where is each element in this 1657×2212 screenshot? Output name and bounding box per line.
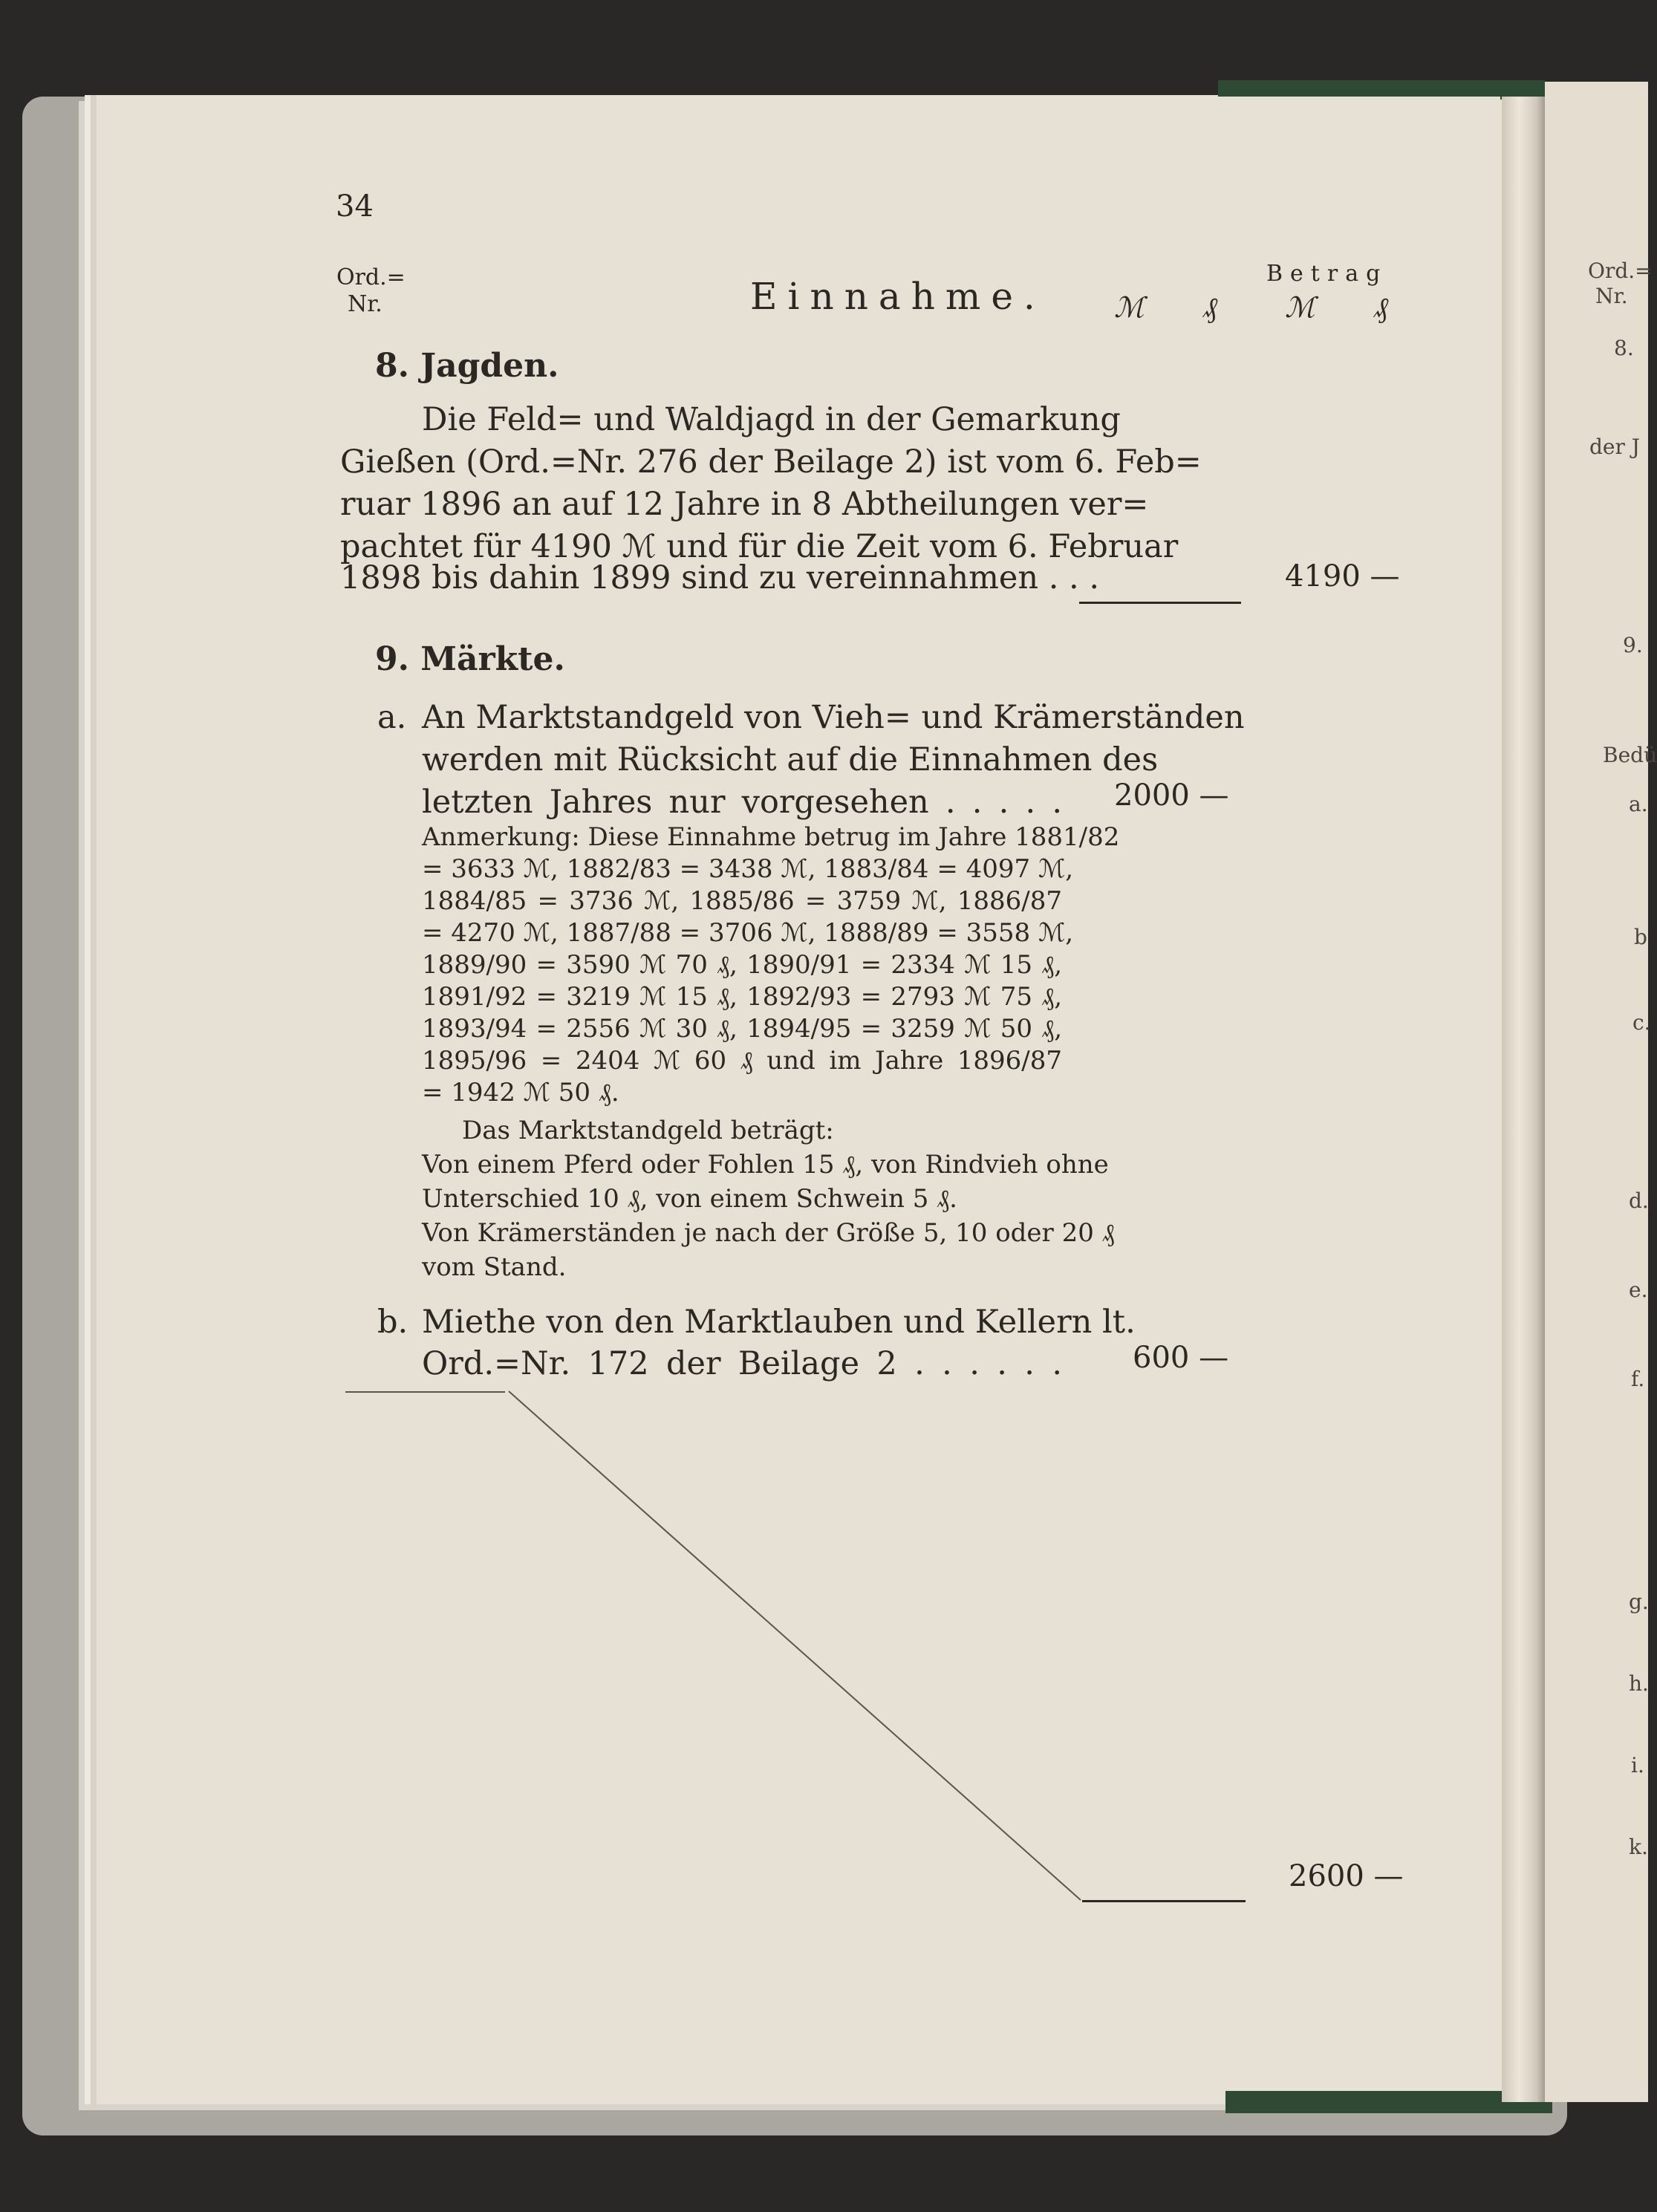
note-line: 1884/85 = 3736 ℳ, 1885/86 = 3759 ℳ, 1886/87 (422, 886, 1062, 916)
fee-line: vom Stand. (422, 1252, 567, 1282)
rp-mark: f. (1631, 1367, 1645, 1391)
total-rule (1082, 1900, 1246, 1902)
rp-ord-2: Nr. (1595, 284, 1628, 308)
note-line: 1895/96 = 2404 ℳ 60 ₰ und im Jahre 1896/87 (422, 1046, 1062, 1076)
fee-intro: Das Marktstandgeld beträgt: (462, 1116, 834, 1145)
section-heading-jagden: 8. Jagden. (375, 347, 559, 385)
page-title: Einnahme. (750, 275, 1046, 318)
maerkte-b-line: Ord.=Nr. 172 der Beilage 2 . . . . . . (422, 1345, 1062, 1382)
page-number: 34 (336, 189, 374, 224)
note-line: = 4270 ℳ, 1887/88 = 3706 ℳ, 1888/89 = 3558 ℳ, (422, 918, 1074, 948)
note-line: = 3633 ℳ, 1882/83 = 3438 ℳ, 1883/84 = 4097 ℳ, (422, 854, 1074, 884)
jagden-text-line: ruar 1896 an auf 12 Jahre in 8 Abtheilungen ver= (340, 486, 1149, 523)
jagden-text-line: pachtet für 4190 ℳ und für die Zeit vom 6. Februar (340, 528, 1179, 565)
ord-nr-label-line2: Nr. (348, 291, 382, 317)
rp-mark: b (1634, 925, 1647, 949)
rp-mark: der J (1589, 435, 1641, 459)
jagden-text-line: 1898 bis dahin 1899 sind zu vereinnahmen . . . (340, 559, 1100, 596)
note-line: 1891/92 = 3219 ℳ 15 ₰, 1892/93 = 2793 ℳ 75 ₰, (422, 982, 1062, 1012)
rp-ord-1: Ord.= (1588, 258, 1653, 283)
rp-mark: d. (1629, 1188, 1649, 1213)
rp-mark: i. (1631, 1753, 1644, 1777)
rp-mark: h. (1629, 1671, 1649, 1696)
currency-mark-col2: ℳ (1285, 291, 1315, 324)
rp-mark: g. (1629, 1590, 1649, 1614)
betrag-label: Betrag (1266, 261, 1388, 287)
rp-mark: a. (1629, 792, 1648, 816)
maerkte-a-line: werden mit Rücksicht auf die Einnahmen des (422, 741, 1159, 778)
rp-mark: 9. (1623, 633, 1643, 657)
item-label-b: b. (377, 1304, 408, 1341)
jagden-text-line: Die Feld= und Waldjagd in der Gemarkung (422, 401, 1121, 438)
maerkte-a-line: letzten Jahres nur vorgesehen . . . . . (422, 784, 1062, 821)
total-amount: 2600 — (1289, 1859, 1404, 1893)
maerkte-b-line: Miethe von den Marktlauben und Kellern lt. (422, 1304, 1136, 1341)
rp-mark: Bedü (1603, 743, 1657, 767)
maerkte-b-amount: 600 — (1133, 1341, 1229, 1375)
diagonal-line (509, 1391, 1081, 1900)
jagden-text-line: Gießen (Ord.=Nr. 276 der Beilage 2) ist vom 6. Feb= (340, 443, 1202, 481)
note-line: 1893/94 = 2556 ℳ 30 ₰, 1894/95 = 3259 ℳ 50 ₰, (422, 1014, 1062, 1044)
rp-mark: e. (1629, 1278, 1648, 1302)
jagden-amount: 4190 — (1285, 559, 1400, 593)
item-label-a: a. (377, 699, 407, 736)
fee-line: Von Krämerständen je nach der Größe 5, 10 oder 20 ₰ (422, 1218, 1115, 1248)
note-line: = 1942 ℳ 50 ₰. (422, 1078, 619, 1107)
ord-nr-label-line1: Ord.= (336, 264, 406, 290)
note-line: 1889/90 = 3590 ℳ 70 ₰, 1890/91 = 2334 ℳ 15 ₰, (422, 950, 1062, 980)
note-line: Anmerkung: Diese Einnahme betrug im Jahre 1881/82 (422, 822, 1120, 852)
fee-line: Unterschied 10 ₰, von einem Schwein 5 ₰. (422, 1184, 957, 1214)
rp-mark: 8. (1614, 336, 1634, 360)
maerkte-a-line: An Marktstandgeld von Vieh= und Krämerständen (422, 699, 1245, 736)
currency-pfennig-col1: ₰ (1203, 291, 1217, 324)
section-heading-maerkte: 9. Märkte. (375, 640, 565, 678)
fee-line: Von einem Pferd oder Fohlen 15 ₰, von Rindvieh ohne (422, 1150, 1109, 1180)
rp-mark: k. (1629, 1835, 1648, 1859)
currency-mark-col1: ℳ (1114, 291, 1145, 324)
rp-mark: c. (1632, 1010, 1651, 1035)
currency-pfennig-col2: ₰ (1374, 291, 1388, 324)
maerkte-a-amount: 2000 — (1114, 778, 1229, 813)
